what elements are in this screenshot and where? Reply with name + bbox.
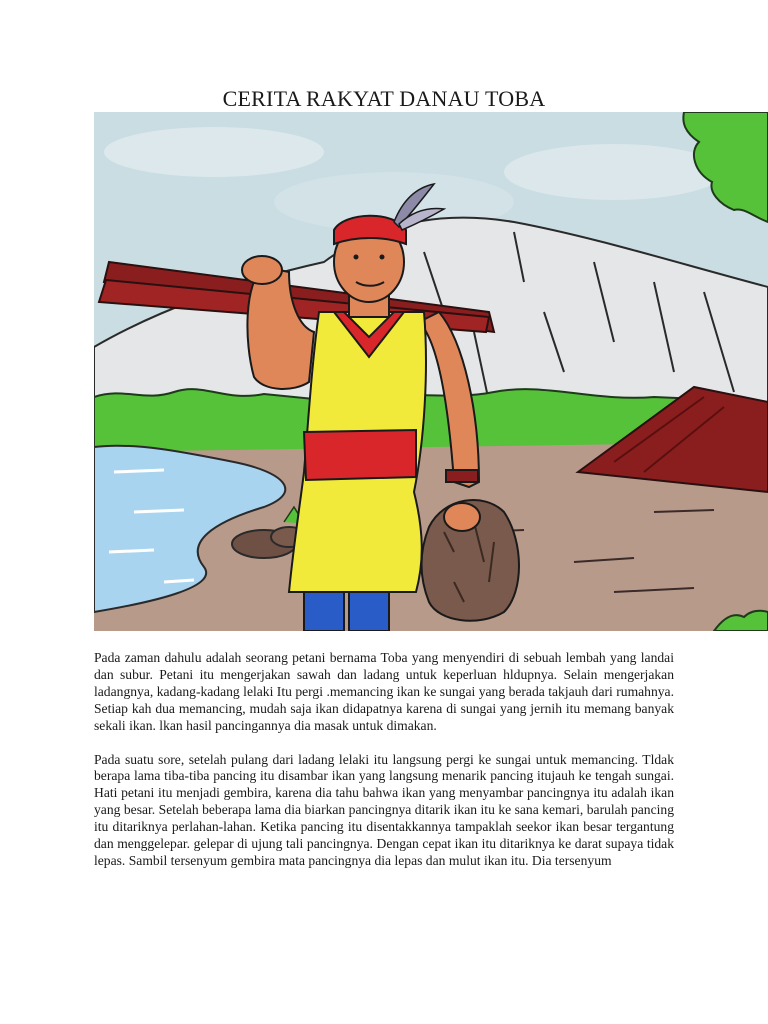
paragraph: Pada zaman dahulu adalah seorang petani bernama Toba yang menyendiri di sebuah lembah yang landai dan subur. Petani itu mengerjakan sawah dan ladang untuk keperluan hldupnya. Selain mengerjakan ladangnya, kadang-kadang lelaki Itu pergi .memancing ikan ke sungai yang berada takjauh dari rumahnya. Setiap kah dua memancing, mudah saja ikan didapatnya karena di sungai yang jernih itu memang banyak sekali ikan. lkan hasil pancingannya dia masak untuk dimakan.: [94, 650, 674, 733]
farmer-belt: [304, 430, 416, 480]
farmer-illustration-icon: [94, 112, 768, 631]
story-body: [94, 650, 674, 887]
paragraph: Pada suatu sore, setelah pulang dari ladang lelaki itu langsung pergi ke sungai untuk memancing. Tldak berapa lama tiba-tiba pancing itu disambar ikan yang langsung menarik pancing itujauh ke tengah sungai. Hati petani itu menjadi gembira, karena dia tahu bahwa ikan yang menyambar pancingnya itu adalah ikan yang besar. Setelah beberapa lama dia biarkan pancingnya ditarik ikan itu ke sana kemari, barulah pancing itu ditariknya perlahan-lahan. Ketika pancing itu disentakkannya tampaklah seekor ikan besar tergantung dan menggelepar. gelepar di ujung tali pancingnya. Dengan cepat ikan itu ditariknya ke darat supaya tidak lepas. Sambil tersenyum gembira mata pancingnya dia lepas dan mulut ikan itu. Dia tersenyum: [94, 751, 674, 868]
page-title: CERITA RAKYAT DANAU TOBA: [222, 86, 546, 111]
story-illustration: [94, 112, 768, 631]
